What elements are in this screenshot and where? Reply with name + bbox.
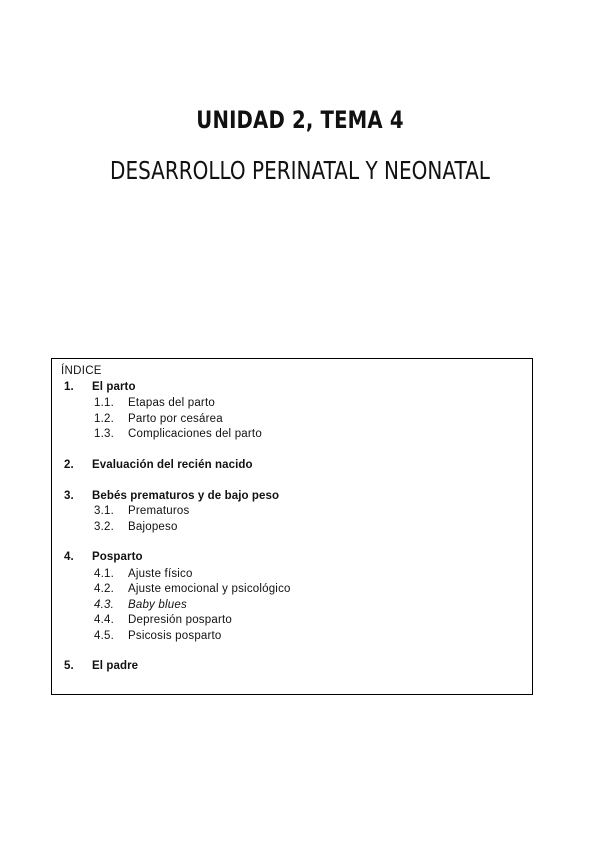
subsection-title: Ajuste emocional y psicológico	[128, 583, 291, 595]
section-title: Evaluación del recién nacido	[92, 459, 253, 471]
unit-title: UNIDAD 2, TEMA 4	[196, 106, 404, 134]
section-number: 1.	[64, 381, 74, 393]
section-title: El padre	[92, 660, 139, 672]
section-title: Posparto	[92, 551, 143, 563]
section-title: El parto	[92, 381, 136, 393]
subsection-title: Psicosis posparto	[128, 630, 222, 642]
section-title: Bebés prematuros y de bajo peso	[92, 490, 280, 502]
section-number: 2.	[64, 459, 74, 471]
subsection-title: Prematuros	[128, 505, 190, 517]
toc-heading: ÍNDICE	[61, 365, 102, 377]
topic-title: DESARROLLO PERINATAL Y NEONATAL	[110, 156, 490, 185]
subsection-number: 4.1.	[94, 568, 114, 580]
subsection-number: 3.2.	[94, 521, 114, 533]
table-of-contents	[51, 358, 533, 695]
subsection-title: Parto por cesárea	[128, 413, 223, 425]
section-number: 4.	[64, 551, 74, 563]
subsection-number: 4.4.	[94, 614, 114, 626]
subsection-title: Bajopeso	[128, 521, 178, 533]
subsection-number: 1.3.	[94, 428, 114, 440]
subsection-title: Complicaciones del parto	[128, 428, 262, 440]
subsection-title: Baby blues	[128, 599, 187, 611]
subsection-number: 4.3.	[94, 599, 114, 611]
section-number: 3.	[64, 490, 74, 502]
subsection-number: 4.2.	[94, 583, 114, 595]
subsection-title: Etapas del parto	[128, 397, 215, 409]
subsection-title: Depresión posparto	[128, 614, 232, 626]
subsection-number: 1.2.	[94, 413, 114, 425]
subsection-number: 1.1.	[94, 397, 114, 409]
section-number: 5.	[64, 660, 74, 672]
subsection-title: Ajuste físico	[128, 568, 193, 580]
subsection-number: 3.1.	[94, 505, 114, 517]
subsection-number: 4.5.	[94, 630, 114, 642]
